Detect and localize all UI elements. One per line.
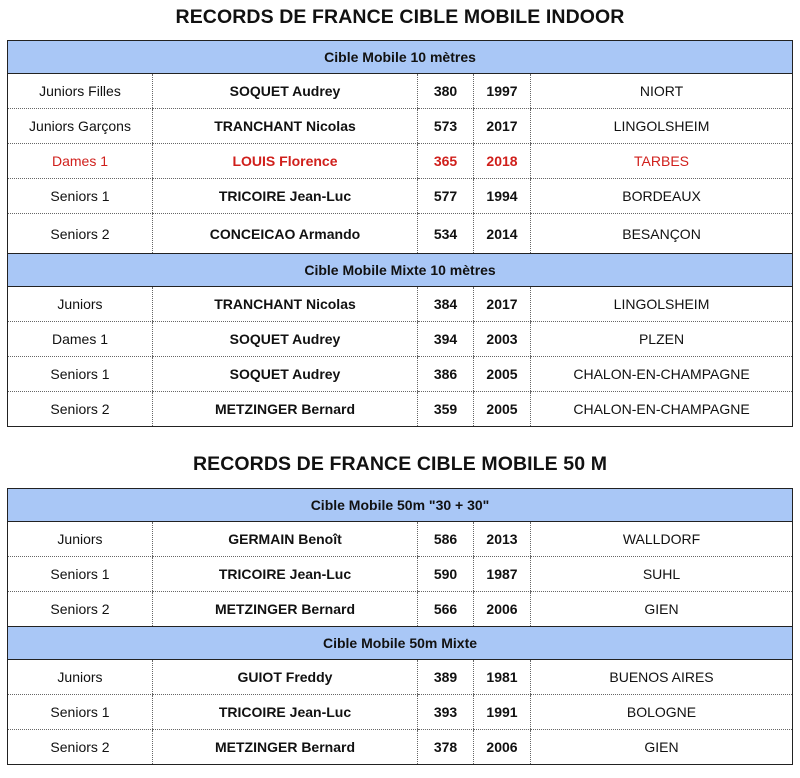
category-cell: Seniors 1: [8, 695, 153, 730]
year-cell: 1991: [474, 695, 531, 730]
table-row: [8, 322, 793, 357]
section-title: Cible Mobile 10 mètres: [8, 41, 793, 74]
place-cell: CHALON-EN-CHAMPAGNE: [531, 392, 793, 427]
category-cell: Juniors: [8, 660, 153, 695]
table-row: [8, 592, 793, 627]
year-cell: 2017: [474, 287, 531, 322]
section-header: [8, 41, 793, 74]
score-cell: 380: [418, 74, 474, 109]
place-cell: WALLDORF: [531, 522, 793, 557]
name-cell: METZINGER Bernard: [153, 392, 418, 427]
year-cell: 2014: [474, 214, 531, 254]
name-cell: SOQUET Audrey: [153, 74, 418, 109]
place-cell: BESANÇON: [531, 214, 793, 254]
section-header: [8, 254, 793, 287]
score-cell: 384: [418, 287, 474, 322]
score-cell: 586: [418, 522, 474, 557]
category-cell: Juniors: [8, 287, 153, 322]
section-title: Cible Mobile Mixte 10 mètres: [8, 254, 793, 287]
year-cell: 2006: [474, 592, 531, 627]
name-cell: LOUIS Florence: [153, 144, 418, 179]
score-cell: 534: [418, 214, 474, 254]
year-cell: 2017: [474, 109, 531, 144]
category-cell: Seniors 2: [50, 401, 110, 417]
table-row: [8, 730, 793, 765]
table-row: [8, 522, 793, 557]
place-cell: TARBES: [531, 144, 793, 179]
table-row: [8, 392, 793, 427]
table-row: [8, 74, 793, 109]
name-cell: TRICOIRE Jean-Luc: [153, 695, 418, 730]
page-title-50m: RECORDS DE FRANCE CIBLE MOBILE 50 M: [192, 453, 608, 475]
place-cell: NIORT: [531, 74, 793, 109]
name-cell: METZINGER Bernard: [153, 730, 418, 765]
category-cell: Juniors: [8, 522, 153, 557]
score-cell: 393: [418, 695, 474, 730]
score-cell: 590: [418, 557, 474, 592]
category-cell: Seniors 2: [50, 739, 110, 755]
section-header: [8, 627, 793, 660]
category-cell: Juniors Filles: [8, 74, 153, 109]
place-cell: CHALON-EN-CHAMPAGNE: [531, 357, 793, 392]
place-cell: BOLOGNE: [531, 695, 793, 730]
table-row: [8, 357, 793, 392]
score-cell: 359: [418, 392, 474, 427]
year-cell: 2003: [474, 322, 531, 357]
section-title: Cible Mobile 50m Mixte: [8, 627, 793, 660]
name-cell: CONCEICAO Armando: [153, 214, 418, 254]
year-cell: 1981: [474, 660, 531, 695]
table-row: [8, 179, 793, 214]
name-cell: SOQUET Audrey: [153, 357, 418, 392]
name-cell: METZINGER Bernard: [153, 592, 418, 627]
table-row: [8, 214, 793, 254]
category-cell: Seniors 1: [8, 557, 153, 592]
score-cell: 389: [418, 660, 474, 695]
place-cell: BORDEAUX: [531, 179, 793, 214]
score-cell: 394: [418, 322, 474, 357]
place-cell: PLZEN: [531, 322, 793, 357]
score-cell: 577: [418, 179, 474, 214]
section-title: Cible Mobile 50m "30 + 30": [8, 489, 793, 522]
year-cell: 2005: [474, 357, 531, 392]
place-cell: LINGOLSHEIM: [531, 287, 793, 322]
place-cell: SUHL: [531, 557, 793, 592]
score-cell: 378: [418, 730, 474, 765]
year-cell: 2013: [474, 522, 531, 557]
category-cell: Seniors 1: [8, 179, 153, 214]
score-cell: 566: [418, 592, 474, 627]
name-cell: SOQUET Audrey: [153, 322, 418, 357]
category-cell: Seniors 1: [8, 357, 153, 392]
section-header: [8, 489, 793, 522]
table-row: [8, 109, 793, 144]
score-cell: 573: [418, 109, 474, 144]
score-cell: 386: [418, 357, 474, 392]
category-cell: Seniors 2: [50, 225, 110, 242]
year-cell: 1997: [474, 74, 531, 109]
year-cell: 2005: [474, 392, 531, 427]
score-cell: 365: [418, 144, 474, 179]
year-cell: 1994: [474, 179, 531, 214]
place-cell: LINGOLSHEIM: [531, 109, 793, 144]
category-cell: Seniors 2: [50, 601, 110, 617]
table-row-highlighted: [8, 144, 793, 179]
page-title-indoor: RECORDS DE FRANCE CIBLE MOBILE INDOOR: [175, 6, 625, 28]
category-cell: Dames 1: [8, 322, 153, 357]
table-row: [8, 695, 793, 730]
name-cell: TRANCHANT Nicolas: [153, 287, 418, 322]
records-table-indoor: [7, 40, 793, 427]
name-cell: TRANCHANT Nicolas: [153, 109, 418, 144]
table-row: [8, 660, 793, 695]
table-row: [8, 557, 793, 592]
category-cell: Juniors Garçons: [8, 109, 153, 144]
year-cell: 2006: [474, 730, 531, 765]
name-cell: GERMAIN Benoît: [153, 522, 418, 557]
place-cell: GIEN: [531, 592, 793, 627]
name-cell: TRICOIRE Jean-Luc: [153, 557, 418, 592]
place-cell: BUENOS AIRES: [531, 660, 793, 695]
place-cell: GIEN: [531, 730, 793, 765]
records-table-50m: [7, 488, 793, 765]
year-cell: 2018: [474, 144, 531, 179]
category-cell: Dames 1: [8, 144, 153, 179]
year-cell: 1987: [474, 557, 531, 592]
name-cell: TRICOIRE Jean-Luc: [153, 179, 418, 214]
name-cell: GUIOT Freddy: [153, 660, 418, 695]
table-row: [8, 287, 793, 322]
